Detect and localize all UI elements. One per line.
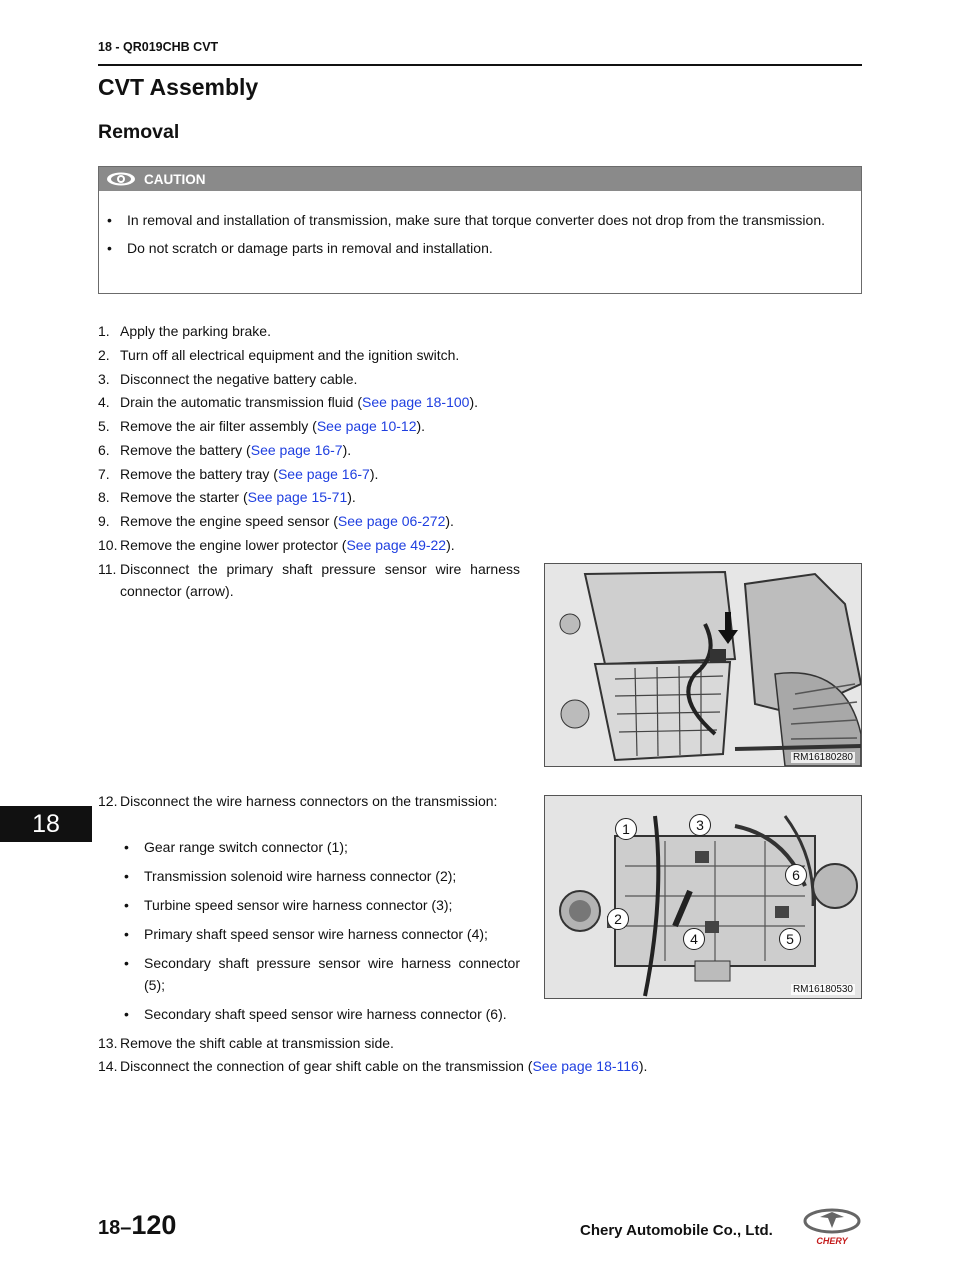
caution-label: CAUTION bbox=[144, 171, 206, 187]
step-9: 9. Remove the engine speed sensor (See page 06-272). bbox=[98, 513, 454, 529]
svg-text:CHERY: CHERY bbox=[816, 1236, 848, 1246]
figure-code: RM16180530 bbox=[792, 984, 853, 995]
callout-4: 4 bbox=[683, 928, 705, 950]
step-6: 6. Remove the battery (See page 16-7). bbox=[98, 442, 352, 458]
caution-header bbox=[99, 167, 861, 191]
chery-logo bbox=[802, 1208, 862, 1248]
running-header: 18 - QR019CHB CVT bbox=[98, 40, 219, 54]
connector-list bbox=[124, 836, 520, 1032]
list-item: • Turbine speed sensor wire harness connector (3); bbox=[124, 897, 453, 913]
callout-1: 1 bbox=[615, 818, 637, 840]
eye-icon bbox=[106, 172, 136, 186]
callout-5: 5 bbox=[779, 928, 801, 950]
company-name: Chery Automobile Co., Ltd. bbox=[580, 1222, 773, 1239]
step-12: 12. Disconnect the wire harness connectors on the transmission: bbox=[98, 793, 498, 809]
list-item: • Secondary shaft pressure sensor wire harness connector (5); bbox=[124, 955, 520, 993]
page-link[interactable]: See page 10-12 bbox=[316, 418, 417, 434]
page-link[interactable]: See page 16-7 bbox=[250, 442, 343, 458]
list-item: • Primary shaft speed sensor wire harness connector (4); bbox=[124, 926, 488, 942]
list-item: • Secondary shaft speed sensor wire harness connector (6). bbox=[124, 1006, 507, 1022]
caution-list bbox=[107, 209, 855, 265]
callout-2: 2 bbox=[607, 908, 629, 930]
page-link[interactable]: See page 18-116 bbox=[532, 1058, 639, 1074]
step-2: 2. Turn off all electrical equipment and the ignition switch. bbox=[98, 347, 460, 363]
step-8: 8. Remove the starter (See page 15-71). bbox=[98, 489, 356, 505]
chapter-tab: 18 bbox=[0, 806, 92, 842]
step-4: 4. Drain the automatic transmission fluid (See page 18-100). bbox=[98, 394, 478, 410]
step-5: 5. Remove the air filter assembly (See page 10-12). bbox=[98, 418, 426, 434]
figure-transmission-connectors bbox=[544, 795, 862, 999]
step-11: 11. Disconnect the primary shaft pressure sensor wire harness connector (arrow). bbox=[98, 561, 520, 599]
figure-code: RM16180280 bbox=[792, 752, 853, 763]
figure-sensor-connector bbox=[544, 563, 862, 767]
list-item: • Transmission solenoid wire harness connector (2); bbox=[124, 868, 457, 884]
callout-3: 3 bbox=[689, 814, 711, 836]
page-number: 18–120 bbox=[98, 1210, 177, 1240]
section-title: Removal bbox=[98, 121, 180, 143]
callout-6: 6 bbox=[785, 864, 807, 886]
page-link[interactable]: See page 06-272 bbox=[337, 513, 446, 529]
caution-item: • Do not scratch or damage parts in removal and installation. bbox=[107, 240, 493, 256]
step-7: 7. Remove the battery tray (See page 16-7). bbox=[98, 466, 379, 482]
caution-box bbox=[98, 166, 862, 294]
list-item: • Gear range switch connector (1); bbox=[124, 839, 348, 855]
step-14: 14. Disconnect the connection of gear shift cable on the transmission (See page 18-116). bbox=[98, 1058, 648, 1074]
header-rule bbox=[98, 64, 862, 66]
page-link[interactable]: See page 49-22 bbox=[346, 537, 447, 553]
page-link[interactable]: See page 16-7 bbox=[277, 466, 370, 482]
step-3: 3. Disconnect the negative battery cable. bbox=[98, 371, 358, 387]
caution-item: • In removal and installation of transmission, make sure that torque converter does not drop from the transmission. bbox=[107, 212, 826, 228]
step-10: 10. Remove the engine lower protector (See page 49-22). bbox=[98, 537, 455, 553]
step-13: 13. Remove the shift cable at transmission side. bbox=[98, 1035, 394, 1051]
step-1: 1. Apply the parking brake. bbox=[98, 323, 271, 339]
engine-bay-photo bbox=[545, 564, 861, 766]
page-title: CVT Assembly bbox=[98, 74, 259, 100]
page-link[interactable]: See page 15-71 bbox=[247, 489, 348, 505]
page-link[interactable]: See page 18-100 bbox=[362, 394, 470, 410]
